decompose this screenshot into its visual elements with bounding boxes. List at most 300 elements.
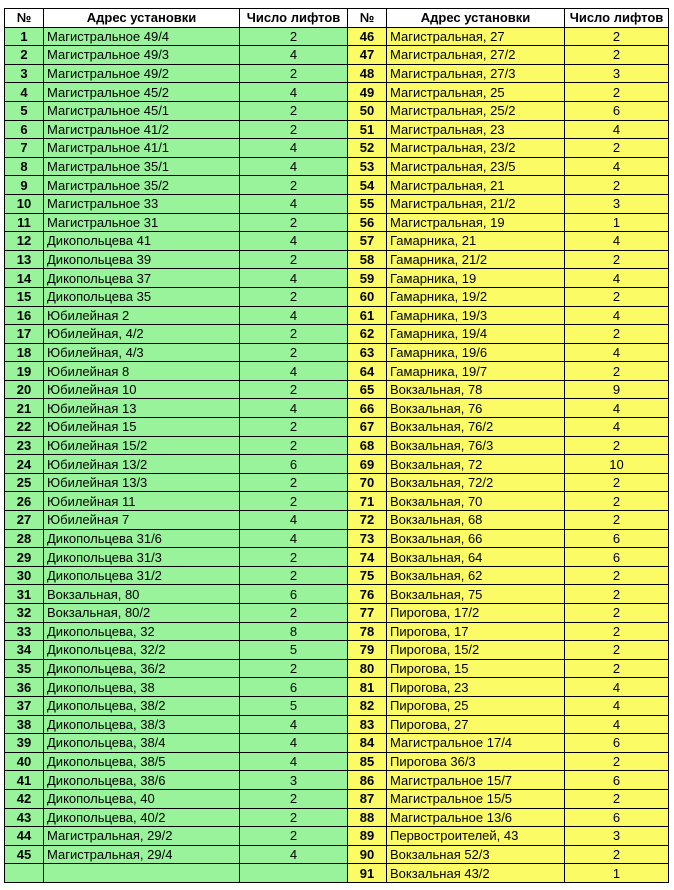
left-address-cell: Юбилейная 15/2 [44,436,240,455]
header-num-left: № [5,9,44,28]
right-count-cell: 2 [565,566,669,585]
table-row [5,511,669,530]
table-row [5,789,669,808]
left-num-cell: 30 [5,566,44,585]
right-count-cell: 2 [565,585,669,604]
right-num-cell: 67 [348,418,387,437]
left-num-cell: 4 [5,83,44,102]
table-row [5,529,669,548]
right-address-cell: Вокзальная, 72/2 [387,473,565,492]
left-count-cell: 2 [240,380,348,399]
left-address-cell: Дикопольцева 31/3 [44,548,240,567]
right-address-cell: Магистральная, 25/2 [387,101,565,120]
right-num-cell: 53 [348,157,387,176]
left-address-cell: Дикопольцева 31/2 [44,566,240,585]
table-row [5,604,669,623]
right-address-cell: Магистральное 15/5 [387,789,565,808]
right-num-cell: 79 [348,641,387,660]
left-count-cell: 2 [240,808,348,827]
table-row [5,380,669,399]
left-count-cell: 2 [240,789,348,808]
left-count-cell: 2 [240,64,348,83]
left-count-cell: 2 [240,436,348,455]
right-count-cell: 2 [565,845,669,864]
right-address-cell: Вокзальная, 66 [387,529,565,548]
left-address-cell: Дикопольцева, 32/2 [44,641,240,660]
left-count-cell: 5 [240,641,348,660]
left-num-cell: 10 [5,194,44,213]
left-address-cell: Юбилейная 15 [44,418,240,437]
right-count-cell: 6 [565,808,669,827]
left-address-cell [44,864,240,883]
table-row [5,250,669,269]
right-count-cell: 4 [565,696,669,715]
right-num-cell: 52 [348,139,387,158]
left-num-cell: 36 [5,678,44,697]
left-count-cell: 2 [240,418,348,437]
table-row [5,641,669,660]
left-count-cell: 4 [240,194,348,213]
left-num-cell: 42 [5,789,44,808]
table-row [5,120,669,139]
left-address-cell: Юбилейная 13 [44,399,240,418]
right-address-cell: Магистральная, 19 [387,213,565,232]
right-address-cell: Гамарника, 21 [387,232,565,251]
left-num-cell: 41 [5,771,44,790]
left-num-cell: 23 [5,436,44,455]
left-address-cell: Дикопольцева, 38/4 [44,734,240,753]
table-row [5,566,669,585]
left-count-cell: 2 [240,120,348,139]
table-row [5,715,669,734]
table-row [5,343,669,362]
right-address-cell: Вокзальная, 62 [387,566,565,585]
right-num-cell: 80 [348,659,387,678]
left-count-cell: 4 [240,734,348,753]
right-address-cell: Гамарника, 19/3 [387,306,565,325]
right-count-cell: 4 [565,157,669,176]
right-num-cell: 58 [348,250,387,269]
right-count-cell: 4 [565,343,669,362]
right-num-cell: 78 [348,622,387,641]
right-count-cell: 1 [565,213,669,232]
right-num-cell: 91 [348,864,387,883]
left-count-cell: 2 [240,325,348,344]
right-num-cell: 56 [348,213,387,232]
left-count-cell [240,864,348,883]
left-count-cell: 4 [240,306,348,325]
left-address-cell: Магистральная, 29/2 [44,827,240,846]
left-address-cell: Магистральное 49/4 [44,27,240,46]
right-address-cell: Гамарника, 21/2 [387,250,565,269]
right-address-cell: Гамарника, 19/7 [387,362,565,381]
right-count-cell: 2 [565,622,669,641]
left-num-cell: 25 [5,473,44,492]
right-address-cell: Магистральное 13/6 [387,808,565,827]
table-row [5,659,669,678]
left-address-cell: Магистральное 49/2 [44,64,240,83]
header-row [5,9,669,28]
left-num-cell: 11 [5,213,44,232]
right-count-cell: 4 [565,399,669,418]
left-address-cell: Дикопольцева 35 [44,287,240,306]
left-address-cell: Магистральное 31 [44,213,240,232]
left-count-cell: 8 [240,622,348,641]
left-count-cell: 4 [240,511,348,530]
left-address-cell: Магистральное 33 [44,194,240,213]
table-row [5,455,669,474]
left-address-cell: Дикопольцева, 38/3 [44,715,240,734]
table-row [5,827,669,846]
table-row [5,269,669,288]
left-count-cell: 2 [240,604,348,623]
right-count-cell: 2 [565,604,669,623]
right-num-cell: 66 [348,399,387,418]
left-address-cell: Магистральное 49/3 [44,46,240,65]
left-num-cell: 28 [5,529,44,548]
right-num-cell: 88 [348,808,387,827]
right-num-cell: 83 [348,715,387,734]
table-row [5,418,669,437]
left-count-cell: 2 [240,473,348,492]
left-count-cell: 4 [240,157,348,176]
elevator-table [4,8,669,883]
left-num-cell: 16 [5,306,44,325]
left-address-cell: Магистральное 45/2 [44,83,240,102]
left-num-cell: 43 [5,808,44,827]
right-num-cell: 82 [348,696,387,715]
left-address-cell: Дикопольцева, 36/2 [44,659,240,678]
right-count-cell: 3 [565,194,669,213]
table-row [5,771,669,790]
left-count-cell: 2 [240,287,348,306]
left-num-cell: 31 [5,585,44,604]
right-count-cell: 4 [565,269,669,288]
table-row [5,232,669,251]
right-count-cell: 4 [565,306,669,325]
right-num-cell: 84 [348,734,387,753]
right-address-cell: Пирогова 36/3 [387,752,565,771]
left-num-cell: 13 [5,250,44,269]
left-address-cell: Магистральное 41/2 [44,120,240,139]
left-address-cell: Юбилейная 13/2 [44,455,240,474]
right-count-cell: 2 [565,362,669,381]
table-row [5,213,669,232]
right-count-cell: 4 [565,678,669,697]
left-count-cell: 2 [240,548,348,567]
right-num-cell: 86 [348,771,387,790]
right-count-cell: 1 [565,864,669,883]
right-num-cell: 50 [348,101,387,120]
left-address-cell: Юбилейная 10 [44,380,240,399]
left-num-cell: 15 [5,287,44,306]
table-row [5,585,669,604]
table-row [5,362,669,381]
left-num-cell: 38 [5,715,44,734]
right-count-cell: 2 [565,492,669,511]
right-num-cell: 89 [348,827,387,846]
left-num-cell: 18 [5,343,44,362]
right-num-cell: 57 [348,232,387,251]
table-row [5,176,669,195]
right-address-cell: Вокзальная, 68 [387,511,565,530]
left-num-cell: 29 [5,548,44,567]
right-address-cell: Пирогова, 25 [387,696,565,715]
left-num-cell [5,864,44,883]
table-body [5,27,669,882]
table-row [5,46,669,65]
left-count-cell: 3 [240,771,348,790]
right-address-cell: Магистральная, 23/2 [387,139,565,158]
left-count-cell: 6 [240,455,348,474]
header-count-right: Число лифтов [565,9,669,28]
right-count-cell: 2 [565,250,669,269]
right-address-cell: Пирогова, 23 [387,678,565,697]
table-row [5,157,669,176]
left-address-cell: Юбилейная 13/3 [44,473,240,492]
left-count-cell: 5 [240,696,348,715]
right-count-cell: 6 [565,771,669,790]
left-num-cell: 45 [5,845,44,864]
right-address-cell: Вокзальная, 72 [387,455,565,474]
left-address-cell: Вокзальная, 80/2 [44,604,240,623]
left-num-cell: 20 [5,380,44,399]
right-address-cell: Магистральная, 21/2 [387,194,565,213]
right-address-cell: Вокзальная, 76/3 [387,436,565,455]
left-address-cell: Магистральное 41/1 [44,139,240,158]
table-row [5,696,669,715]
left-count-cell: 4 [240,83,348,102]
table-row [5,752,669,771]
table-row [5,492,669,511]
left-address-cell: Дикопольцева, 38/6 [44,771,240,790]
right-count-cell: 6 [565,529,669,548]
left-num-cell: 7 [5,139,44,158]
left-address-cell: Дикопольцева, 32 [44,622,240,641]
right-count-cell: 4 [565,232,669,251]
table-row [5,548,669,567]
right-count-cell: 9 [565,380,669,399]
right-num-cell: 48 [348,64,387,83]
left-num-cell: 6 [5,120,44,139]
table-row [5,399,669,418]
left-num-cell: 39 [5,734,44,753]
left-num-cell: 44 [5,827,44,846]
right-num-cell: 77 [348,604,387,623]
right-num-cell: 46 [348,27,387,46]
right-address-cell: Вокзальная, 76 [387,399,565,418]
left-num-cell: 17 [5,325,44,344]
right-num-cell: 87 [348,789,387,808]
table-row [5,139,669,158]
left-num-cell: 24 [5,455,44,474]
right-num-cell: 71 [348,492,387,511]
left-address-cell: Дикопольцева 41 [44,232,240,251]
right-address-cell: Магистральная, 27/3 [387,64,565,83]
right-num-cell: 62 [348,325,387,344]
left-count-cell: 2 [240,27,348,46]
left-address-cell: Дикопольцева, 38 [44,678,240,697]
right-count-cell: 3 [565,64,669,83]
table-row [5,734,669,753]
right-num-cell: 59 [348,269,387,288]
right-num-cell: 63 [348,343,387,362]
table-row [5,287,669,306]
left-num-cell: 12 [5,232,44,251]
right-address-cell: Вокзальная, 70 [387,492,565,511]
right-count-cell: 2 [565,752,669,771]
right-address-cell: Гамарника, 19/2 [387,287,565,306]
table-row [5,27,669,46]
right-address-cell: Магистральное 15/7 [387,771,565,790]
right-num-cell: 65 [348,380,387,399]
left-address-cell: Юбилейная, 4/3 [44,343,240,362]
table-row [5,83,669,102]
right-num-cell: 54 [348,176,387,195]
left-address-cell: Юбилейная 7 [44,511,240,530]
left-num-cell: 1 [5,27,44,46]
header-address-right: Адрес установки [387,9,565,28]
right-count-cell: 2 [565,83,669,102]
table-row [5,64,669,83]
left-num-cell: 40 [5,752,44,771]
right-address-cell: Вокзальная 43/2 [387,864,565,883]
right-num-cell: 47 [348,46,387,65]
right-address-cell: Гамарника, 19 [387,269,565,288]
left-count-cell: 4 [240,399,348,418]
left-address-cell: Дикопольцева, 38/2 [44,696,240,715]
left-address-cell: Дикопольцева, 40/2 [44,808,240,827]
left-num-cell: 19 [5,362,44,381]
table-row [5,325,669,344]
left-count-cell: 4 [240,529,348,548]
right-address-cell: Гамарника, 19/4 [387,325,565,344]
left-count-cell: 4 [240,752,348,771]
right-num-cell: 76 [348,585,387,604]
table-row [5,678,669,697]
left-count-cell: 4 [240,715,348,734]
left-num-cell: 8 [5,157,44,176]
right-count-cell: 2 [565,436,669,455]
right-num-cell: 75 [348,566,387,585]
right-address-cell: Гамарника, 19/6 [387,343,565,362]
right-count-cell: 3 [565,827,669,846]
right-num-cell: 69 [348,455,387,474]
right-num-cell: 49 [348,83,387,102]
right-num-cell: 81 [348,678,387,697]
left-address-cell: Юбилейная 2 [44,306,240,325]
left-count-cell: 2 [240,213,348,232]
right-num-cell: 85 [348,752,387,771]
right-num-cell: 51 [348,120,387,139]
left-count-cell: 6 [240,678,348,697]
right-count-cell: 4 [565,120,669,139]
right-address-cell: Вокзальная 52/3 [387,845,565,864]
right-num-cell: 60 [348,287,387,306]
left-address-cell: Магистральная, 29/4 [44,845,240,864]
left-num-cell: 5 [5,101,44,120]
right-address-cell: Пирогова, 27 [387,715,565,734]
right-address-cell: Пирогова, 15/2 [387,641,565,660]
left-count-cell: 2 [240,101,348,120]
right-address-cell: Вокзальная, 64 [387,548,565,567]
left-address-cell: Дикопольцева, 40 [44,789,240,808]
left-num-cell: 2 [5,46,44,65]
right-address-cell: Вокзальная, 76/2 [387,418,565,437]
right-count-cell: 2 [565,325,669,344]
left-num-cell: 32 [5,604,44,623]
left-num-cell: 34 [5,641,44,660]
right-address-cell: Магистральная, 23 [387,120,565,139]
left-num-cell: 37 [5,696,44,715]
right-address-cell: Магистральная, 23/5 [387,157,565,176]
right-num-cell: 64 [348,362,387,381]
left-address-cell: Магистральное 35/1 [44,157,240,176]
right-address-cell: Первостроителей, 43 [387,827,565,846]
right-address-cell: Магистральная, 27/2 [387,46,565,65]
left-count-cell: 4 [240,46,348,65]
elevator-table-wrapper [4,8,669,883]
right-address-cell: Пирогова, 15 [387,659,565,678]
left-count-cell: 2 [240,659,348,678]
left-count-cell: 2 [240,250,348,269]
table-row [5,436,669,455]
right-count-cell: 2 [565,287,669,306]
right-count-cell: 6 [565,101,669,120]
left-count-cell: 4 [240,269,348,288]
left-address-cell: Юбилейная 8 [44,362,240,381]
left-count-cell: 2 [240,566,348,585]
left-address-cell: Дикопольцева 31/6 [44,529,240,548]
right-count-cell: 10 [565,455,669,474]
right-num-cell: 68 [348,436,387,455]
right-address-cell: Пирогова, 17/2 [387,604,565,623]
right-count-cell: 2 [565,641,669,660]
left-address-cell: Дикопольцева 39 [44,250,240,269]
header-address-left: Адрес установки [44,9,240,28]
table-row [5,622,669,641]
header-num-right: № [348,9,387,28]
left-count-cell: 2 [240,492,348,511]
right-count-cell: 4 [565,715,669,734]
right-num-cell: 73 [348,529,387,548]
right-count-cell: 2 [565,789,669,808]
left-count-cell: 4 [240,362,348,381]
right-address-cell: Вокзальная, 75 [387,585,565,604]
table-row [5,101,669,120]
right-address-cell: Вокзальная, 78 [387,380,565,399]
right-num-cell: 55 [348,194,387,213]
right-num-cell: 70 [348,473,387,492]
table-row [5,194,669,213]
left-num-cell: 9 [5,176,44,195]
left-count-cell: 4 [240,845,348,864]
table-row [5,306,669,325]
right-count-cell: 2 [565,659,669,678]
right-count-cell: 2 [565,473,669,492]
left-address-cell: Дикопольцева 37 [44,269,240,288]
left-address-cell: Юбилейная 11 [44,492,240,511]
right-count-cell: 2 [565,46,669,65]
table-row [5,473,669,492]
table-row [5,808,669,827]
header-count-left: Число лифтов [240,9,348,28]
left-num-cell: 33 [5,622,44,641]
left-count-cell: 4 [240,232,348,251]
left-count-cell: 4 [240,139,348,158]
right-count-cell: 2 [565,27,669,46]
left-address-cell: Магистральное 45/1 [44,101,240,120]
